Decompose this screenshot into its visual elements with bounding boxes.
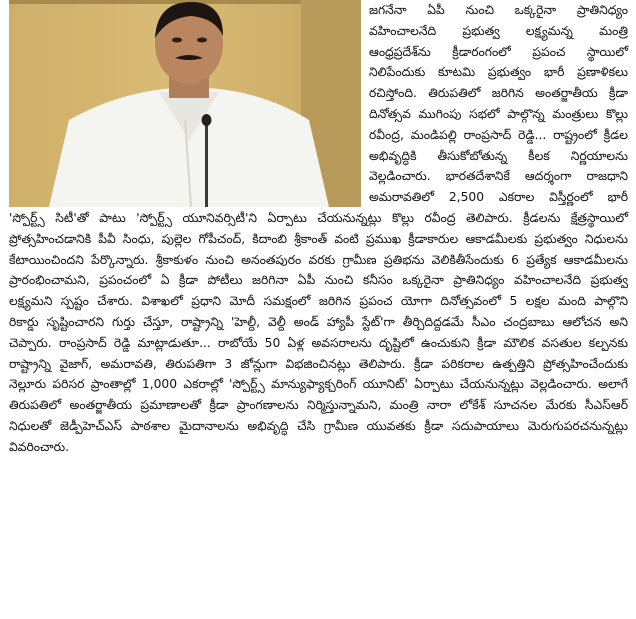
article-text: జగనేనా ఏపీ నుంచి ఒక్కరైనా ప్రాతినిధ్యం వహించాలనేది ప్రభుత్వ లక్ష్యమన్న మంత్రి ఆంధ్రప్రదేశ్‌ను క్రీడారంగంలో ప్రపంచ స్థాయిలో నిలిపేందుకు కూటమి ప్రభుత్వం భారీ ప్రణాళికలు రచిస్తోంది. తిరుపతిలో జరిగిన అంతర్జాతీయ క్రీడా దినోత్సవ ముగింపు సభలో పాల్గొన్న మంత్రులు కొల్లు రవీంద్ర, మండిపల్లి రాంప్రసాద్ రెడ్డి... రాష్ట్రంలో క్రీడల అభివృద్ధికి తీసుకోబోతున్న కీలక నిర్ణయాలను వెల్లడించారు. భారతదేశానికే ఆదర్శంగా రాజధాని అమరావతిలో 2,500 ఎకరాల విస్తీర్ణంలో భారీ 'స్పోర్ట్స్ సిటీ'తో పాటు 'స్పోర్ట్స్ యూనివర్సిటీ'ని ఏర్పాటు చేయనున్నట్లు కొల్లు రవీంద్ర తెలిపారు. క్రీడలను క్షేత్రస్థాయిలో ప్రోత్సహించడానికి పీవీ సింధు, పుల్లెల గోపీచంద్, కిదాంబి శ్రీకాంత్ వంటి ప్రముఖ క్రీడాకారుల ఆకాడమీలకు ప్రభుత్వం నిధులను కేటాయించిందని పేర్కొన్నారు. శ్రీకాకుళం నుంచి అనంతపురం వరకు గ్రామీణ ప్రతిభను వెలికితీసేందుకు 6 ప్రత్యేక ఆకాడమీలను ప్రారంభించామని, ప్రపంచంలో ఏ క్రీడా పోటీలు జరిగినా ఏపీ నుంచి కనీసం ఒక్కరైనా ప్రాతినిధ్యం వహించాలనేది ప్రభుత్వ లక్ష్యమని స్పష్టం చేశారు. విశాఖలో ప్రధాని మోదీ సమక్షంలో జరిగిన ప్రపంచ యోగా దినోత్సవంలో 5 లక్షల మంది పాల్గొని రికార్డు సృష్టించారని గుర్తు చేస్తూ, రాష్ట్రాన్ని 'హెల్దీ, వెల్దీ అండ్ హ్యాపీ స్టేట్'గా తీర్చిదిద్దడమే సీఎం చంద్రబాబు ఆలోచన అని చెప్పారు. రాంప్రసాద్ రెడ్డి మాట్లాడుతూ... రాబోయే 50 ఏళ్ల అవసరాలను దృష్టిలో ఉంచుకుని క్రీడా మౌలిక వసతుల కల్పనకు రాష్ట్రాన్ని వైజాగ్, అమరావతి, తిరుపతిగా 3 జోన్లుగా విభజించినట్లు తెలిపారు. క్రీడా పరికరాల ఉత్పత్తిని ప్రోత్సహించేందుకు నెల్లూరు పరిసర ప్రాంతాల్లో 1,000 ఎకరాల్లో 'స్పోర్ట్స్ మాన్యుఫ్యాక్చరింగ్ యూనిట్' ఏర్పాటు చేయనున్నట్లు వెల్లడించారు. అలాగే తిరుపతిలో అంతర్జాతీయ ప్రమాణాలతో క్రీడా ప్రాంగణాలను నిర్మిస్తున్నామని, మంత్రి నారా లోకేశ్ సూచనల మేరకు సీఎస్ఆర్ నిధులతో జెడ్పీహెచ్ఎస్ పాఠశాల మైదానాలను అభివృద్ధి చేసి గ్రామీణ యువతకు క్రీడా సదుపాయాలు మెరుగుపరచనున్నట్లు వివరించారు. bbox=[9, 3, 628, 454]
article-body bbox=[9, 0, 628, 619]
